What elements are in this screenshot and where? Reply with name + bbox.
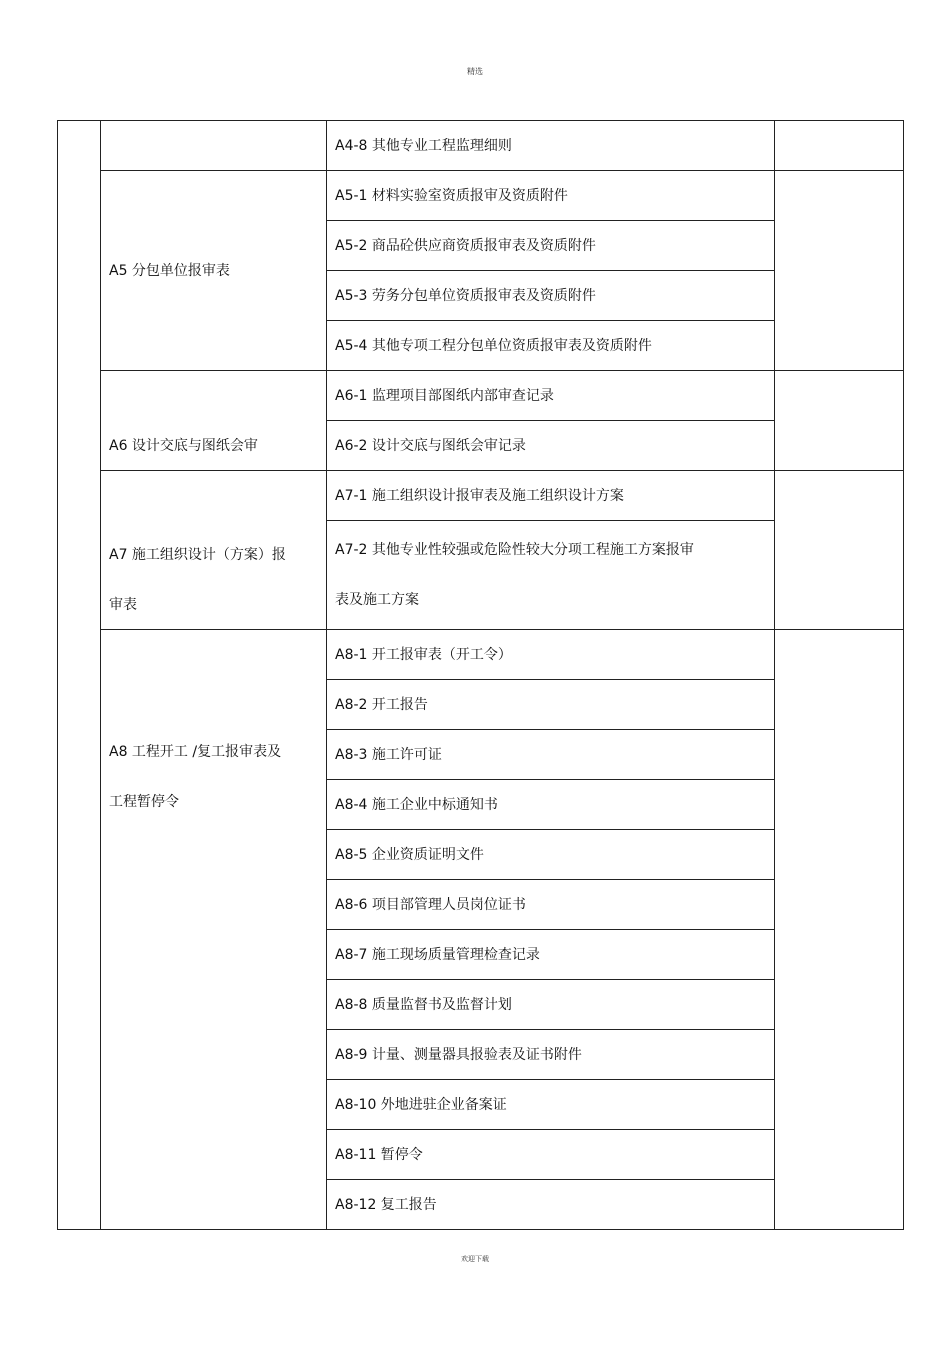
- item-cell: A8-7 施工现场质量管理检查记录: [327, 930, 775, 980]
- category-cell-empty: [101, 121, 327, 171]
- item-cell: A8-11 暂停令: [327, 1130, 775, 1180]
- category-a7-line1: A7 施工组织设计（方案）报: [109, 547, 286, 563]
- item-cell: A6-2 设计交底与图纸会审记录: [327, 421, 775, 471]
- item-cell: A5-2 商品砼供应商资质报审表及资质附件: [327, 221, 775, 271]
- category-a8-line2: 工程暂停令: [109, 794, 179, 810]
- item-cell: A8-5 企业资质证明文件: [327, 830, 775, 880]
- category-a8-line1: A8 工程开工 /复工报审表及: [109, 744, 282, 760]
- item-cell: A8-3 施工许可证: [327, 730, 775, 780]
- item-cell: A8-9 计量、测量器具报验表及证书附件: [327, 1030, 775, 1080]
- item-cell: A4-8 其他专业工程监理细则: [327, 121, 775, 171]
- page-footer: 欢迎下载: [461, 1255, 489, 1263]
- item-cell: A8-12 复工报告: [327, 1180, 775, 1230]
- remark-cell: [775, 371, 904, 471]
- item-cell: A8-10 外地进驻企业备案证: [327, 1080, 775, 1130]
- table-row: [58, 471, 904, 521]
- item-a7-2-line1: A7-2 其他专业性较强或危险性较大分项工程施工方案报审: [335, 542, 694, 558]
- category-a7-line2: 审表: [109, 597, 137, 613]
- item-cell: A8-4 施工企业中标通知书: [327, 780, 775, 830]
- category-cell-a8: [101, 630, 327, 1230]
- item-cell-a7-2: [327, 521, 775, 630]
- item-cell: A5-3 劳务分包单位资质报审表及资质附件: [327, 271, 775, 321]
- document-table: [57, 120, 904, 1230]
- table-row: [58, 171, 904, 221]
- item-cell: A5-4 其他专项工程分包单位资质报审表及资质附件: [327, 321, 775, 371]
- remark-cell: [775, 471, 904, 630]
- category-cell-a6: A6 设计交底与图纸会审: [101, 371, 327, 471]
- item-cell: A8-8 质量监督书及监督计划: [327, 980, 775, 1030]
- index-column-cell: [58, 121, 101, 1230]
- item-cell: A6-1 监理项目部图纸内部审查记录: [327, 371, 775, 421]
- remark-cell: [775, 630, 904, 1230]
- item-cell: A8-1 开工报审表（开工令）: [327, 630, 775, 680]
- item-cell: A5-1 材料实验室资质报审及资质附件: [327, 171, 775, 221]
- page-header: 精选: [467, 67, 483, 76]
- category-cell-a5: A5 分包单位报审表: [101, 171, 327, 371]
- remark-cell: [775, 171, 904, 371]
- category-cell-a7: [101, 471, 327, 630]
- table-row: [58, 371, 904, 421]
- item-cell: A7-1 施工组织设计报审表及施工组织设计方案: [327, 471, 775, 521]
- table-row: [58, 630, 904, 680]
- item-cell: A8-2 开工报告: [327, 680, 775, 730]
- table-row: [58, 121, 904, 171]
- item-a7-2-line2: 表及施工方案: [335, 592, 419, 608]
- remark-cell: [775, 121, 904, 171]
- item-cell: A8-6 项目部管理人员岗位证书: [327, 880, 775, 930]
